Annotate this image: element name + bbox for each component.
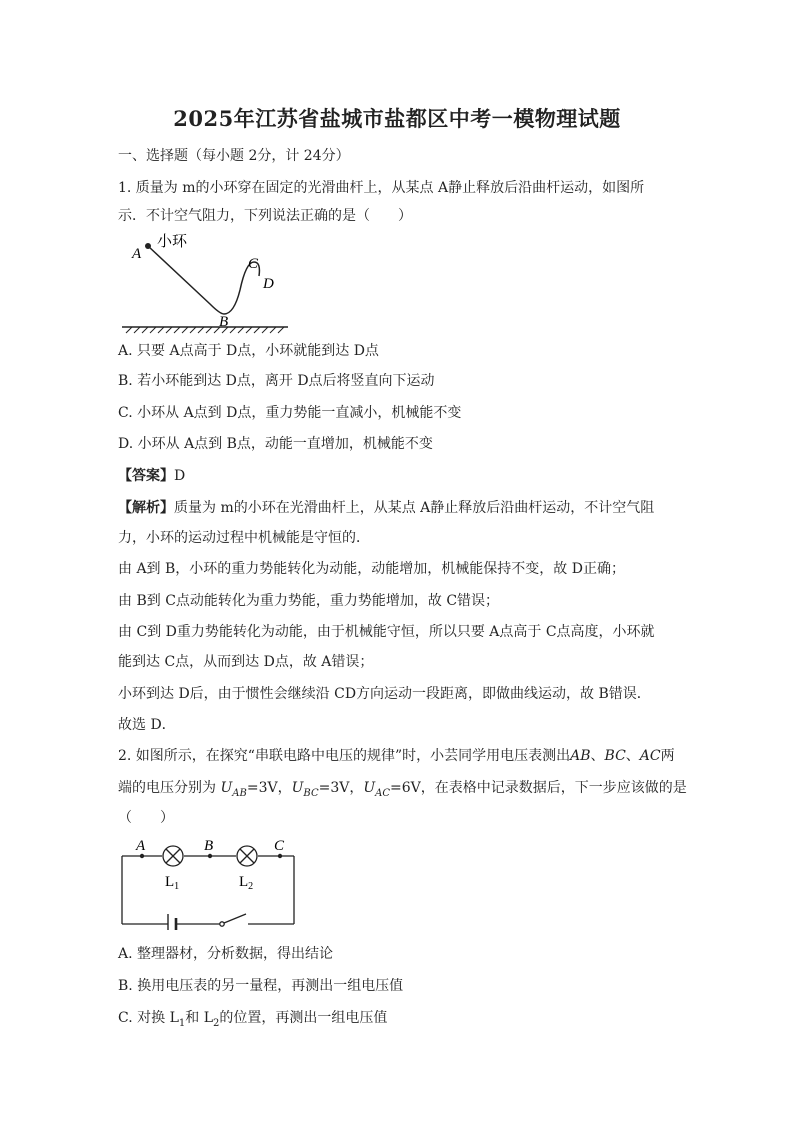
node-a	[140, 854, 144, 858]
curved-rod	[148, 246, 259, 314]
q1-analysis-line7: 小环到达 D后，由于惯性会继续沿 CD方向运动一段距离，即做曲线运动，故 B错误．	[118, 686, 651, 702]
node-b	[208, 854, 212, 858]
answer-value: D	[174, 468, 186, 484]
q2-stem-line1	[118, 746, 675, 766]
label-l2-sub: 2	[248, 881, 254, 892]
label-b: B	[219, 314, 229, 330]
label-l2	[239, 874, 253, 892]
q1-analysis-line1	[118, 498, 654, 518]
q1-analysis-line3: 由 A到 B，小环的重力势能转化为动能，动能增加，机械能保持不变，故 D正确；	[118, 561, 625, 577]
label-l1-sub: 1	[174, 881, 180, 892]
u-bc-sub: BC	[303, 787, 319, 799]
q2-sep-1: 、	[590, 748, 605, 764]
label-node-a: A	[136, 838, 146, 854]
q1-analysis-line5: 由 C到 D重力势能转化为动能，由于机械能守恒，所以只要 A点高于 C点高度，小环就	[118, 624, 655, 640]
q2-seg-ab: AB	[570, 748, 591, 764]
analysis-text-1: 质量为 m的小环在光滑曲杆上，从某点 A静止释放后沿曲杆运动，不计空气阻	[174, 500, 655, 516]
q2-sep-2: 、	[625, 748, 640, 764]
q2-option-c	[118, 1008, 387, 1034]
q1-answer	[118, 466, 185, 486]
q2-option-c-b: 和 L	[185, 1010, 213, 1026]
q2-seg-ac: AC	[639, 748, 661, 764]
q1-option-a: A. 只要 A点高于 D点，小环就能到达 D点	[118, 343, 379, 359]
label-ring: 小环	[157, 234, 188, 250]
q2-stem-text-g: 两	[660, 748, 675, 764]
label-a: A	[132, 246, 142, 262]
battery-icon	[168, 914, 176, 930]
u-ab-sub: AB	[232, 787, 247, 799]
lamp-l2-icon	[237, 846, 257, 866]
label-l1-letter: L	[165, 874, 175, 890]
q2-option-c-c: 的位置，再测出一组电压值	[219, 1010, 388, 1026]
u-ab-symbol: U	[220, 780, 233, 796]
q1-analysis-line8: 故选 D．	[118, 717, 176, 733]
answer-tag: 【答案】	[118, 468, 174, 484]
switch-icon	[220, 914, 246, 926]
label-c: C	[248, 256, 259, 272]
q2-stem-line3: （ ）	[118, 810, 174, 826]
u-bc-symbol: U	[291, 780, 304, 796]
q2-seg-bc: BC	[604, 748, 626, 764]
ground-hatch	[126, 327, 284, 333]
page-title: 2025年江苏省盐城市盐都区中考一模物理试题	[173, 106, 621, 131]
u-ac-symbol: U	[363, 780, 376, 796]
q2-circuit-figure	[118, 832, 300, 930]
q2-stem-line2	[118, 778, 687, 804]
q1-analysis-line6: 能到达 C点，从而到达 D点，故 A错误；	[118, 654, 374, 670]
q1-analysis-line4: 由 B到 C点动能转化为重力势能，重力势能增加，故 C错误；	[118, 593, 500, 609]
q2-option-c-sub1: 1	[178, 1017, 186, 1029]
q1-stem-line1: 1. 质量为 m的小环穿在固定的光滑曲杆上，从某点 A静止释放后沿曲杆运动，如图所	[118, 180, 645, 196]
lamp-l1-icon	[163, 846, 183, 866]
u-ac-sub: AC	[375, 787, 391, 799]
q2-option-a: A. 整理器材，分析数据，得出结论	[118, 946, 334, 962]
label-l1	[165, 874, 179, 892]
label-l2-letter: L	[239, 874, 249, 890]
q1-stem-line2: 示．不计空气阻力，下列说法正确的是（ ）	[118, 208, 412, 224]
q2-option-c-sub2: 2	[213, 1017, 220, 1029]
q2-option-b: B. 换用电压表的另一量程，再测出一组电压值	[118, 978, 404, 994]
q2-stem-text-a: 2. 如图所示，在探究“串联电路中电压的规律”时，小芸同学用电压表测出	[118, 748, 571, 764]
u-ab-value: =3V，	[246, 780, 292, 796]
label-d: D	[263, 276, 274, 292]
u-ac-value: =6V，在表格中记录数据后，下一步应该做的是	[390, 780, 687, 796]
analysis-tag: 【解析】	[118, 500, 174, 516]
q2-stem-text-2a: 端的电压分别为	[118, 780, 221, 796]
node-c	[278, 854, 282, 858]
q1-figure	[118, 232, 298, 334]
q1-option-c: C. 小环从 A点到 D点，重力势能一直减小，机械能不变	[118, 405, 462, 421]
q1-option-d: D. 小环从 A点到 B点，动能一直增加，机械能不变	[118, 436, 433, 452]
q1-analysis-line2: 力，小环的运动过程中机械能是守恒的．	[118, 530, 370, 546]
label-node-b: B	[204, 838, 214, 854]
u-bc-value: =3V，	[318, 780, 364, 796]
q1-option-b: B. 若小环能到达 D点，离开 D点后将竖直向下运动	[118, 373, 435, 389]
section-heading: 一、选择题（每小题 2分，计 24分）	[118, 148, 350, 164]
label-node-c: C	[274, 838, 285, 854]
small-ring-dot	[145, 243, 151, 249]
q2-option-c-a: C. 对换 L	[118, 1010, 179, 1026]
